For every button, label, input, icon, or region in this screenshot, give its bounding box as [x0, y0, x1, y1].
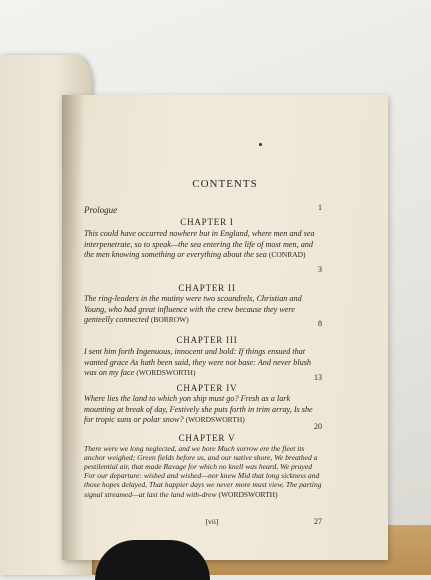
chapter-2-text: The ring-leaders in the mutiny were two scoundrels, Christian and Young, who had great influence with the crew because they were genteelly connected: [84, 294, 302, 324]
chapter-4-text: Where lies the land to which yon ship must go? Fresh as a lark mounting at break of day, Festively she puts forth in trim array, Is she for tropic suns or polar snow?: [84, 394, 313, 424]
chapter-2-source: (BORROW): [150, 315, 189, 324]
chapter-3-text: I sent him forth Ingenuous, innocent and bold: If things ensued that wanted grace As hath been said, they were not base: And never blush was on my face: [84, 347, 312, 377]
book-page: [62, 95, 388, 560]
chapter-5-page-number: 27: [314, 517, 322, 526]
chapter-4-heading: CHAPTER IV: [176, 383, 238, 393]
chapter-2-heading: CHAPTER II: [178, 283, 236, 293]
page-gutter-shadow: [62, 95, 84, 560]
page-folio: [vii]: [205, 517, 219, 526]
prologue-label: Prologue: [84, 205, 118, 215]
chapter-4-source: (WORDSWORTH): [185, 415, 245, 424]
chapter-1-text: This could have occurred nowhere but in England, where men and sea interpenetrate, so to speak—the sea entering the life of most men, and the men knowing something or everything about the sea: [84, 229, 315, 259]
chapter-2-description: [84, 294, 319, 326]
chapter-5-description: [84, 444, 324, 499]
chapter-3-heading: CHAPTER III: [176, 335, 238, 345]
chapter-4-page-number: 20: [314, 422, 322, 431]
chapter-5-source: (WORDSWORTH): [218, 489, 278, 499]
chapter-1-description: [84, 229, 319, 261]
chapter-5-text: There were we long neglected, and we bore Much sorrow ere the fleet its anchor weighed; Green fields before us, and our native shore, We breathed a pestilential air, that made Ravage for which no knell was heard, We prayed For our departure: wished and wished—nor knew Mid that long sickness and those hopes delayed, That happier days we never more must view, The parting signal streamed—at last the land with-drew: [84, 444, 322, 499]
chapter-4-description: [84, 394, 319, 426]
chapter-5-heading: CHAPTER V: [178, 433, 236, 443]
chapter-1-source: (CONRAD): [268, 250, 306, 259]
chapter-1-page-number: 3: [318, 265, 322, 274]
chapter-3-page-number: 13: [314, 373, 322, 382]
contents-title: CONTENTS: [192, 178, 258, 190]
dust-speck: [259, 143, 262, 146]
chapter-3-source: (WORDSWORTH): [136, 368, 196, 377]
chapter-1-heading: CHAPTER I: [180, 217, 234, 227]
chapter-2-page-number: 8: [318, 319, 322, 328]
prologue-page-number: 1: [318, 203, 322, 212]
chapter-3-description: [84, 347, 319, 379]
